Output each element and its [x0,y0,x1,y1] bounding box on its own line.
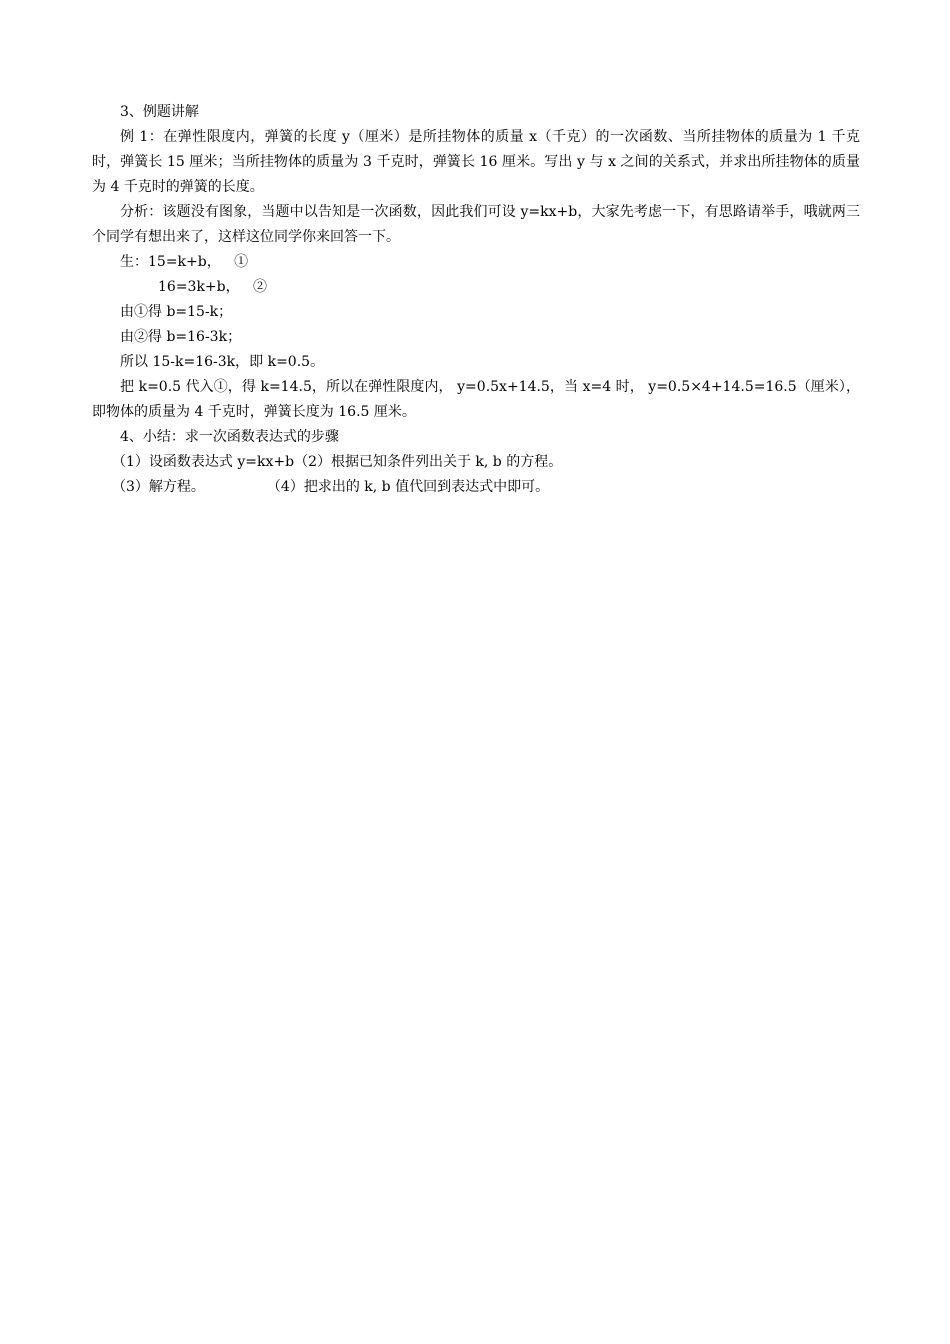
summary-step-4: （4）把求出的 k, b 值代回到表达式中即可。 [266,479,550,495]
example-1-paragraph: 例 1：在弹性限度内，弹簧的长度 y（厘米）是所挂物体的质量 x（千克）的一次函数、当所挂物体的质量为 1 千克时，弹簧长 15 厘米；当所挂物体的质量为 3 千克时，弹簧长 16 厘米。写出 y 与 x 之间的关系式，并求出所挂物体的质量为 4 千克时的弹簧的长度。 [92,129,860,195]
summary-steps-3-4 [92,475,860,500]
summary-steps-1-2: （1）设函数表达式 y=kx+b（2）根据已知条件列出关于 k, b 的方程。 [112,454,563,470]
solution-step-3: 所以 15-k=16-3k，即 k=0.5。 [120,354,325,370]
section-3-title: 3、例题讲解 [120,104,199,120]
solution-step-4: 把 k=0.5 代入①，得 k=14.5，所以在弹性限度内， y=0.5x+14.5，当 x=4 时， y=0.5×4+14.5=16.5（厘米），即物体的质量为 4 千克时，弹簧长度为 16.5 厘米。 [92,379,860,420]
solution-step-2: 由②得 b=16-3k； [120,329,242,345]
document-body [92,100,860,500]
student-equation-2: 16=3k+b， ② [158,279,267,295]
section-4-title: 4、小结：求一次函数表达式的步骤 [120,429,339,445]
solution-step-1: 由①得 b=15-k； [120,304,233,320]
student-equation-1: 生：15=k+b， ① [120,254,249,270]
summary-step-3: （3）解方程。 [112,479,205,495]
analysis-paragraph: 分析：该题没有图象，当题中以告知是一次函数，因此我们可设 y=kx+b，大家先考虑一下，有思路请举手，哦就两三个同学有想出来了，这样这位同学你来回答一下。 [92,204,860,245]
